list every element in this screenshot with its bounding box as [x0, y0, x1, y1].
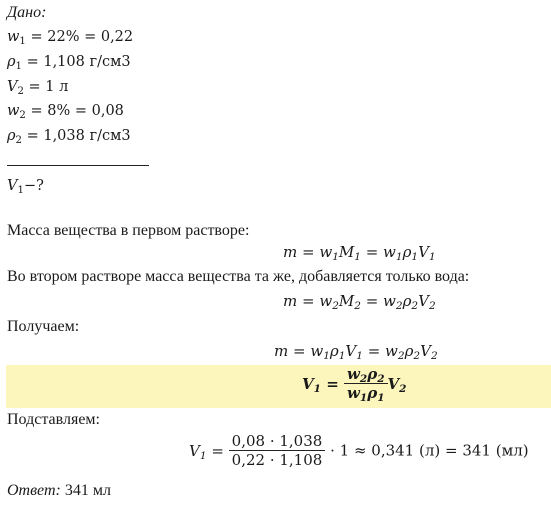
text-second-solution: Во втором растворе масса вещества та же, добавляется только вода:	[7, 268, 470, 285]
given-w1: $w_1 = 22\% = 0,22$	[7, 29, 134, 47]
given-title: Дано:	[7, 4, 47, 21]
numeric-fraction: $\frac{0,08 \cdot 1,038}{0,22 \cdot 1,108}$	[229, 432, 326, 469]
text-get: Получаем:	[7, 318, 80, 335]
equation-equal-mass: $m = w_1\rho_1V_1 = w_2\rho_2V_2$	[274, 342, 438, 362]
given-rho2: $\rho_2 = 1,038$ г/см3	[7, 128, 131, 146]
v1-fraction: $\frac{w_2\rho_2}{w_1\rho_1}$	[344, 365, 388, 402]
equation-mass-second: $m = w_2M_2 = w_2\rho_2V_2$	[283, 292, 436, 312]
equation-mass-first: $m = w_1M_1 = w_1\rho_1V_1$	[283, 243, 436, 263]
result-formula-highlight	[6, 365, 551, 408]
text-substitute: Подставляем:	[7, 411, 100, 428]
given-v2: $V_2 = 1$ л	[7, 79, 69, 97]
text-first-solution: Масса вещества в первом растворе:	[7, 222, 250, 239]
answer-line	[7, 482, 111, 500]
find-v1: $V_1-$?	[7, 178, 44, 196]
equation-numeric: $V_1$ = $\frac{0,08 \cdot 1,038}{0,22 \cdot 1,108}$ · 1 ≈ 0,341 (л) = 341 (мл)	[189, 432, 529, 469]
equation-v1-formula: $V_1$ = $\frac{w_2\rho_2}{w_1\rho_1}$ $V_2$	[302, 365, 407, 404]
answer-value: 341 мл	[60, 482, 111, 499]
given-w2: $w_2 = 8\% = 0,08$	[7, 103, 124, 121]
answer-label: Ответ:	[7, 482, 61, 499]
given-divider	[7, 165, 149, 166]
given-rho1: $\rho_1 = 1,108$ г/см3	[7, 54, 131, 72]
